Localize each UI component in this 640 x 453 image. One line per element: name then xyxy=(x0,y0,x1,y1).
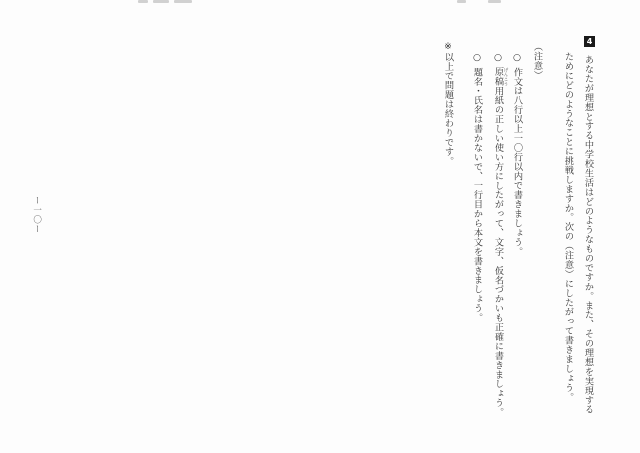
circle-bullet-icon: ○ xyxy=(511,52,523,64)
question-text-line2: ためにどのようなことに挑戦しますか。次の（注意）にしたがって書きましょう。 xyxy=(562,52,574,402)
scan-artifact xyxy=(488,0,501,3)
circle-bullet-icon: ○ xyxy=(471,52,483,64)
scan-artifact xyxy=(138,0,148,3)
scan-artifact xyxy=(174,0,192,3)
notice-item xyxy=(471,52,483,322)
scan-artifact xyxy=(153,0,169,3)
notice-item xyxy=(492,52,508,417)
notice-heading: （注意） xyxy=(531,42,543,80)
notice-item-text: 作文は八行以上一〇行以内で書きましょう。 xyxy=(511,67,523,257)
ruby-annotated-word xyxy=(492,67,508,87)
question-number-box: 4 xyxy=(584,36,595,47)
notice-item-text: 題名・氏名は書かないで、一行目から本文を書きましょう。 xyxy=(471,67,483,323)
page-number: ー一〇ー xyxy=(31,196,42,234)
notice-item xyxy=(511,52,523,256)
question-text-line1: あなたが理想とする中学校生活はどのようなものですか。また、その理想を実現する xyxy=(582,55,594,415)
ruby-base: 原稿 xyxy=(492,67,504,87)
scan-artifact xyxy=(457,0,466,3)
ruby-furigana: げんこう xyxy=(503,67,508,87)
notice-item-text: 用紙の正しい使い方にしたがって、文字、仮名づかいも正確に書きましょう。 xyxy=(492,86,504,417)
circle-bullet-icon: ○ xyxy=(492,52,504,64)
end-of-test-note: ※以上で問題は終わりです。 xyxy=(442,41,454,166)
